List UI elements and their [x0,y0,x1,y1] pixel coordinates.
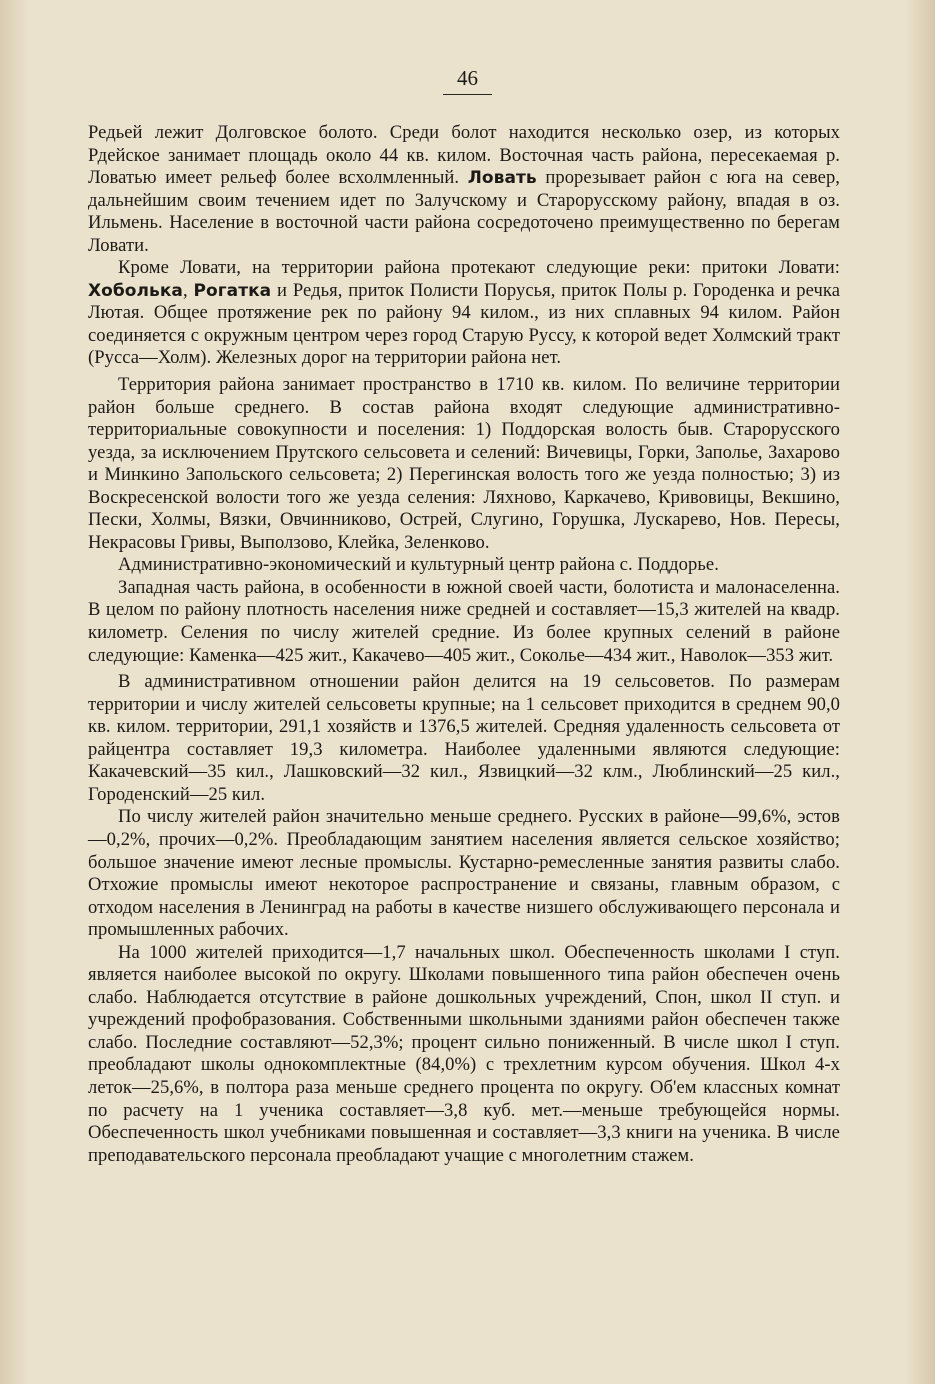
text-run: Западная часть района, в особенности в южной своей части, болотиста и малонаселенна. В целом по району плотность населения ниже средней и составляет—15,3 жителей на квадр. километр. Селения по числу жителей средние. Из более крупных селений в районе следующие: Каменка—425 жит., Какачево—405 жит., Соколье—434 жит., Наволок—353 жит. [88,576,840,666]
text-run: На 1000 жителей приходится—1,7 начальных школ. Обеспеченность школами I ступ. является наиболее высокой по округу. Школами повышенного типа район обеспечен очень слабо. Наблюдается отсутствие в районе дошкольных учреждений, Спон, школ II ступ. и учреждений профобразования. Собственными школьными зданиями район обеспечен также слабо. Последние составляют—52,3%; процент сильно пониженный. В числе школ I ступ. преобладают школы однокомплектные (84,0%) с трехлетним курсом обучения. Школ 4-х леток—25,6%, в полтора раза меньше среднего процента по округу. Об'ем классных комнат по расчету на 1 ученика составляет—3,8 куб. мет.—меньше требующейся нормы. Обеспеченность школ учебниками повышенная и составляет—3,3 книги на ученика. В числе преподавательского персонала преобладают учащие с многолетним стажем. [88,941,840,1166]
page-number-text: 46 [443,66,492,95]
paragraph-5 [88,577,840,667]
paragraph-3 [88,374,840,554]
text-run: , [182,279,194,301]
text-run: В административном отношении район делится на 19 сельсоветов. По размерам территории и числу жителей сельсоветы крупные; на 1 сельсовет приходится в среднем 90,0 кв. килом. территории, 291,1 хозяйств и 1376,5 жителей. Средняя удаленность сельсовета от райцентра составляет 19,3 километра. Наиболее удаленными являются следующие: Какачевский—35 кил., Лашковский—32 кил., Язвицкий—32 клм., Люблинский—25 кил., Городенский—25 кил. [88,671,840,805]
text-run: Кроме Ловати, на территории района протекают следующие реки: притоки Ловати: [118,257,840,279]
body-text [88,122,840,1167]
bold-term: Рогатка [193,280,272,301]
text-run: прорезывает район с юга на север, дальнейшим своим течением идет по Залучскому и Старорусскому району, впадая в оз. Ильмень. Население в восточной части района сосредоточено преимущественно по берегам Ловати. [88,167,840,256]
paragraph-2 [88,257,840,370]
text-run: и Редья, приток Полисти Порусья, приток Полы р. Городенка и речка Лютая. Общее протяжение рек по району 94 килом., из них сплавных 94 килом. Район соединяется с окружным центром через город Старую Руссу, к которой ведет Холмский тракт (Русса—Холм). Железных дорог на территории района нет. [88,279,840,369]
text-run: Редьей лежит Долговское болото. Среди болот находится несколько озер, из которых Рдейское занимает площадь около 44 кв. килом. Восточная часть района, пересекаемая р. Ловатью имеет рельеф более всхолмленный. [88,122,840,189]
paragraph-8 [88,942,840,1167]
text-run: Административно-экономический и культурный центр района с. Поддорье. [118,554,719,576]
paragraph-7 [88,806,840,941]
bold-term: Ловать [467,168,537,189]
page-number [0,66,935,95]
paragraph-6 [88,671,840,806]
text-run: По числу жителей район значительно меньше среднего. Русских в районе—99,6%, эстов—0,2%, прочих—0,2%. Преобладающим занятием населения является сельское хозяйство; большое значение имеют лесные промыслы. Кустарно-ремесленные занятия развиты слабо. Отхожие промыслы имеют некоторое распространение и связаны, главным образом, с отходом населения в Ленинград на работы в качестве низшего обслуживающего персонала и промышленных рабочих. [88,806,840,941]
paragraph-1 [88,122,840,257]
bold-term: Хоболька [88,280,183,301]
text-run: Территория района занимает пространство в 1710 кв. килом. По величине территории район больше среднего. В состав района входят следующие административно-территориальные совокупности и поселения: 1) Поддорская волость быв. Старорусского уезда, за исключением Прутского сельсовета и селений: Вичевицы, Горки, Заполье, Захарово и Минкино Запольского сельсовета; 2) Перегинская волость того же уезда полностью; 3) из Воскресенской волости того же уезда селения: Ляхново, Каркачево, Кривовицы, Векшино, Пески, Холмы, Вязки, Овчинниково, Острей, Слугино, Горушка, Лускарево, Нов. Пересы, Некрасовы Гривы, Выползово, Клейка, Зеленково. [88,374,840,553]
paragraph-4 [88,554,840,577]
